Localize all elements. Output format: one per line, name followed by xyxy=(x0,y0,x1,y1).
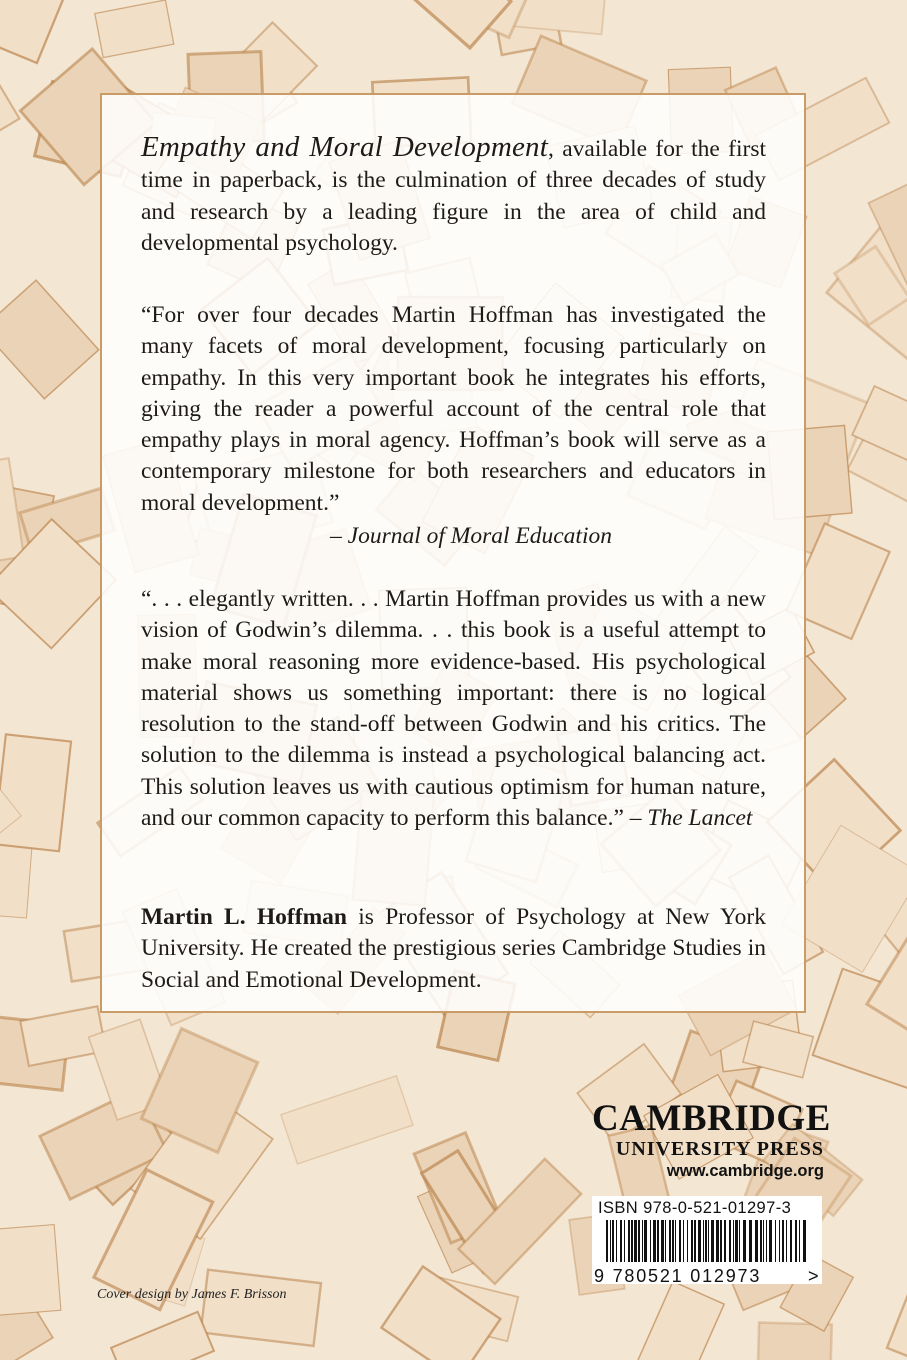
publisher-logo xyxy=(592,1098,831,1182)
barcode-bar xyxy=(620,1220,622,1262)
paper-sheet xyxy=(0,1225,61,1319)
barcode-bar xyxy=(720,1220,722,1262)
barcode-bar xyxy=(739,1220,740,1262)
barcode-bar xyxy=(616,1220,617,1262)
barcode-bar xyxy=(691,1220,693,1262)
paper-sheet xyxy=(0,734,71,851)
barcode-bar xyxy=(694,1220,696,1262)
barcode-bar xyxy=(733,1220,734,1262)
paper-sheet xyxy=(201,1270,321,1346)
barcode-bar xyxy=(672,1220,674,1262)
barcode-bar xyxy=(661,1220,664,1262)
description-text: , available for the first time in paperback, is the culmination of three decades of study and research by a leading figure in the area of child and developmental psychology. xyxy=(141,136,767,256)
barcode-bar xyxy=(766,1220,767,1262)
paper-sheet xyxy=(0,280,99,399)
paper-sheet xyxy=(388,0,511,48)
barcode-bar xyxy=(631,1220,633,1262)
paper-sheet xyxy=(111,1312,214,1360)
barcode-bar xyxy=(653,1220,656,1262)
paper-sheet xyxy=(381,1266,500,1360)
book-title: Empathy and Moral Development xyxy=(141,131,549,163)
publisher-subtitle: UNIVERSITY PRESS xyxy=(615,1138,824,1160)
barcode-bar xyxy=(769,1220,772,1262)
review-journal-of-moral-education xyxy=(141,300,766,552)
barcode-bar xyxy=(760,1220,762,1262)
barcode-bar xyxy=(729,1220,731,1262)
barcode-icon xyxy=(592,1220,824,1286)
barcode-bar xyxy=(711,1220,714,1262)
paper-sheet xyxy=(635,1281,725,1360)
barcode-bar xyxy=(749,1220,752,1262)
review-source: – The Lancet xyxy=(629,805,753,832)
barcode-bar xyxy=(755,1220,758,1262)
review-quote: “. . . elegantly written. . . Martin Hoffman provides us with a new vision of Godwin’s dilemma. . . this book is a useful attempt to make moral reasoning more evidence-based. His psychological material shows us something important: there is no logical resolution to the stand-off between Godwin and his critics. The solution to the dilemma is instead a psychological balancing act. This solution leaves us with cautious optimism for human nature, and our common capacity to perform this balance.” xyxy=(141,586,766,832)
barcode-bar xyxy=(665,1220,666,1262)
barcode-bar xyxy=(634,1220,637,1262)
barcode-bar xyxy=(650,1220,651,1262)
barcode-bar xyxy=(743,1220,746,1262)
publisher-url: www.cambridge.org xyxy=(666,1162,824,1180)
barcode-bar xyxy=(799,1220,800,1262)
review-the-lancet xyxy=(141,584,766,834)
barcode-bar xyxy=(687,1220,688,1262)
description-paragraph xyxy=(141,132,766,259)
barcode-bar xyxy=(716,1220,719,1262)
barcode-arrow: > xyxy=(808,1266,819,1286)
publisher-name: CAMBRIDGE xyxy=(592,1098,831,1139)
paper-sheet xyxy=(0,39,19,158)
paper-sheet xyxy=(281,1076,413,1164)
barcode-bar xyxy=(698,1220,701,1262)
barcode-bar xyxy=(683,1220,684,1262)
review-quote: “For over four decades Martin Hoffman has investigated the many facets of moral development, focusing particularly on empathy. In this very important book he integrates his efforts, giving the reader a powerful account of the central role that empathy plays in moral agency. Hoffman’s book will serve as a contemporary milestone for both researchers and educators in moral development.” xyxy=(141,302,766,516)
barcode-bar xyxy=(705,1220,707,1262)
barcode-bar xyxy=(795,1220,797,1262)
barcode-bar xyxy=(624,1220,625,1262)
barcode-bar xyxy=(735,1220,738,1262)
barcode-bar xyxy=(657,1220,659,1262)
barcode-bar xyxy=(786,1220,787,1262)
barcode-bar xyxy=(763,1220,764,1262)
paper-sheet xyxy=(0,0,81,63)
barcode-digits: 9 780521 012973 xyxy=(594,1266,762,1286)
cover-credit: Cover design by James F. Brisson xyxy=(97,1287,287,1302)
author-bio-text: is Professor of Psychology at New York University. He created the prestigious series Cambridge Studies in Social and Emotional Development. xyxy=(141,904,766,993)
barcode-bar xyxy=(610,1220,611,1262)
barcode-bar xyxy=(628,1220,630,1262)
barcode-bar xyxy=(679,1220,681,1262)
barcode-bar xyxy=(703,1220,704,1262)
barcode-bar xyxy=(638,1220,640,1262)
isbn-label: ISBN 978-0-521-01297-3 xyxy=(598,1199,792,1217)
barcode-bar xyxy=(642,1220,643,1262)
barcode-bar xyxy=(803,1220,806,1262)
paper-sheet xyxy=(95,0,174,58)
barcode-bar xyxy=(644,1220,647,1262)
barcode-bar xyxy=(675,1220,676,1262)
barcode-bar xyxy=(612,1220,614,1262)
paper-sheet xyxy=(887,1293,907,1360)
barcode-bar xyxy=(790,1220,792,1262)
barcode-bar xyxy=(669,1220,671,1262)
review-source: – Journal of Moral Education xyxy=(330,523,612,550)
author-name: Martin L. Hoffman xyxy=(141,904,347,930)
barcode-bar xyxy=(708,1220,709,1262)
author-bio xyxy=(141,902,766,996)
barcode-bar xyxy=(775,1220,776,1262)
barcode-bar xyxy=(782,1220,784,1262)
barcode-bar xyxy=(724,1220,726,1262)
barcode-bar xyxy=(606,1220,608,1262)
barcode-bar xyxy=(779,1220,780,1262)
